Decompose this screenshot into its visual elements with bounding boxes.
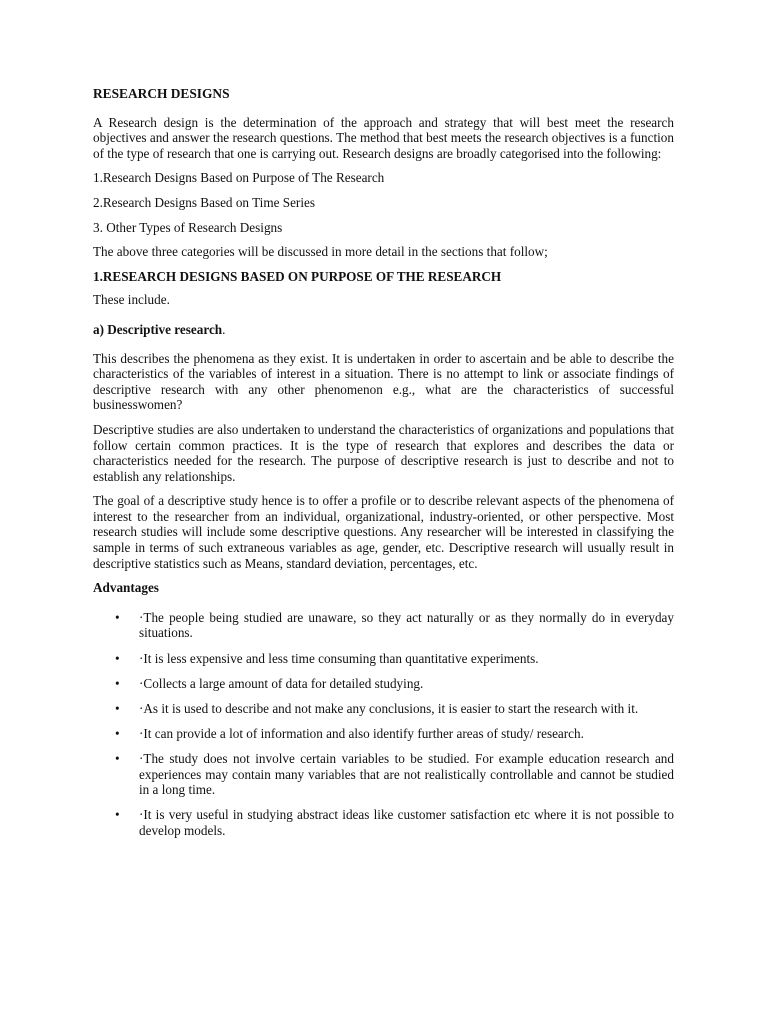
bullet-icon: • [115, 675, 120, 691]
document-page [93, 86, 674, 848]
bullet-icon: • [115, 750, 120, 766]
list-item [93, 651, 674, 667]
bullet-icon: • [115, 725, 120, 741]
list-item [93, 807, 674, 838]
advantage-text: ·It can provide a lot of information and also identify further areas of study/ research. [139, 725, 584, 741]
category-item-2: 2.Research Designs Based on Time Series [93, 194, 315, 210]
descriptive-research-heading-text: a) Descriptive research [93, 321, 223, 337]
descriptive-research-heading-suffix: . [222, 321, 226, 337]
section-1-intro: These include. [93, 292, 170, 308]
bullet-icon: • [115, 700, 120, 716]
list-item [93, 726, 674, 742]
descriptive-paragraph-2: Descriptive studies are also undertaken to understand the characteristics of organizations and populations that follow certain common practices. It is the type of research that explores and describes the data or characteristics needed for the research. The purpose of descriptive research is just to describe and not to establish any relationships. [93, 421, 674, 484]
list-item [93, 676, 674, 692]
advantages-list [93, 610, 674, 839]
advantage-text: ·Collects a large amount of data for detailed studying. [139, 675, 424, 691]
bullet-icon: • [115, 609, 120, 625]
advantage-text: ·It is less expensive and less time consuming than quantitative experiments. [139, 650, 539, 666]
categories-note: The above three categories will be discussed in more detail in the sections that follow; [93, 244, 548, 260]
bullet-icon: • [115, 650, 120, 666]
section-1-heading: 1.RESEARCH DESIGNS BASED ON PURPOSE OF THE RESEARCH [93, 268, 502, 284]
advantage-text: ·As it is used to describe and not make any conclusions, it is easier to start the research with it. [139, 700, 639, 716]
advantage-text: ·The people being studied are unaware, so they act naturally or as they normally do in everyday situations. [139, 609, 674, 641]
category-item-1: 1.Research Designs Based on Purpose of The Research [93, 170, 385, 186]
bullet-icon: • [115, 807, 120, 823]
advantage-text: ·The study does not involve certain variables to be studied. For example education research and experiences may contain many variables that are not realistically controllable and cannot be studied in a long time. [139, 750, 674, 798]
descriptive-paragraph-1: This describes the phenomena as they exist. It is undertaken in order to ascertain and be able to describe the characteristics of the variables of interest in a situation. There is no attempt to link or associate findings of descriptive research with any other phenomenon e.g., what are the characteristics of successful businesswomen? [93, 350, 674, 413]
category-item-3: 3. Other Types of Research Designs [93, 219, 283, 235]
descriptive-paragraph-3: The goal of a descriptive study hence is to offer a profile or to describe relevant aspects of the phenomena of interest to the researcher from an individual, organizational, industry-oriented, or other perspective. Most research studies will include some descriptive questions. Any researcher will be interested in classifying the sample in terms of such extraneous variables as age, gender, etc. Descriptive research will usually result in descriptive statistics such as Means, standard deviation, percentages, etc. [93, 493, 674, 571]
list-item [93, 701, 674, 717]
list-item [93, 751, 674, 798]
intro-paragraph: A Research design is the determination of the approach and strategy that will best meet the research objectives and answer the research questions. The method that best meets the research objectives is a function of the type of research that one is carrying out. Research designs are broadly categorised into the following: [93, 114, 674, 161]
descriptive-research-heading [93, 322, 674, 338]
list-item [93, 610, 674, 641]
advantages-heading: Advantages [93, 580, 159, 596]
advantage-text: ·It is very useful in studying abstract ideas like customer satisfaction etc where it is not possible to develop models. [139, 807, 674, 838]
document-title: RESEARCH DESIGNS [93, 86, 230, 101]
